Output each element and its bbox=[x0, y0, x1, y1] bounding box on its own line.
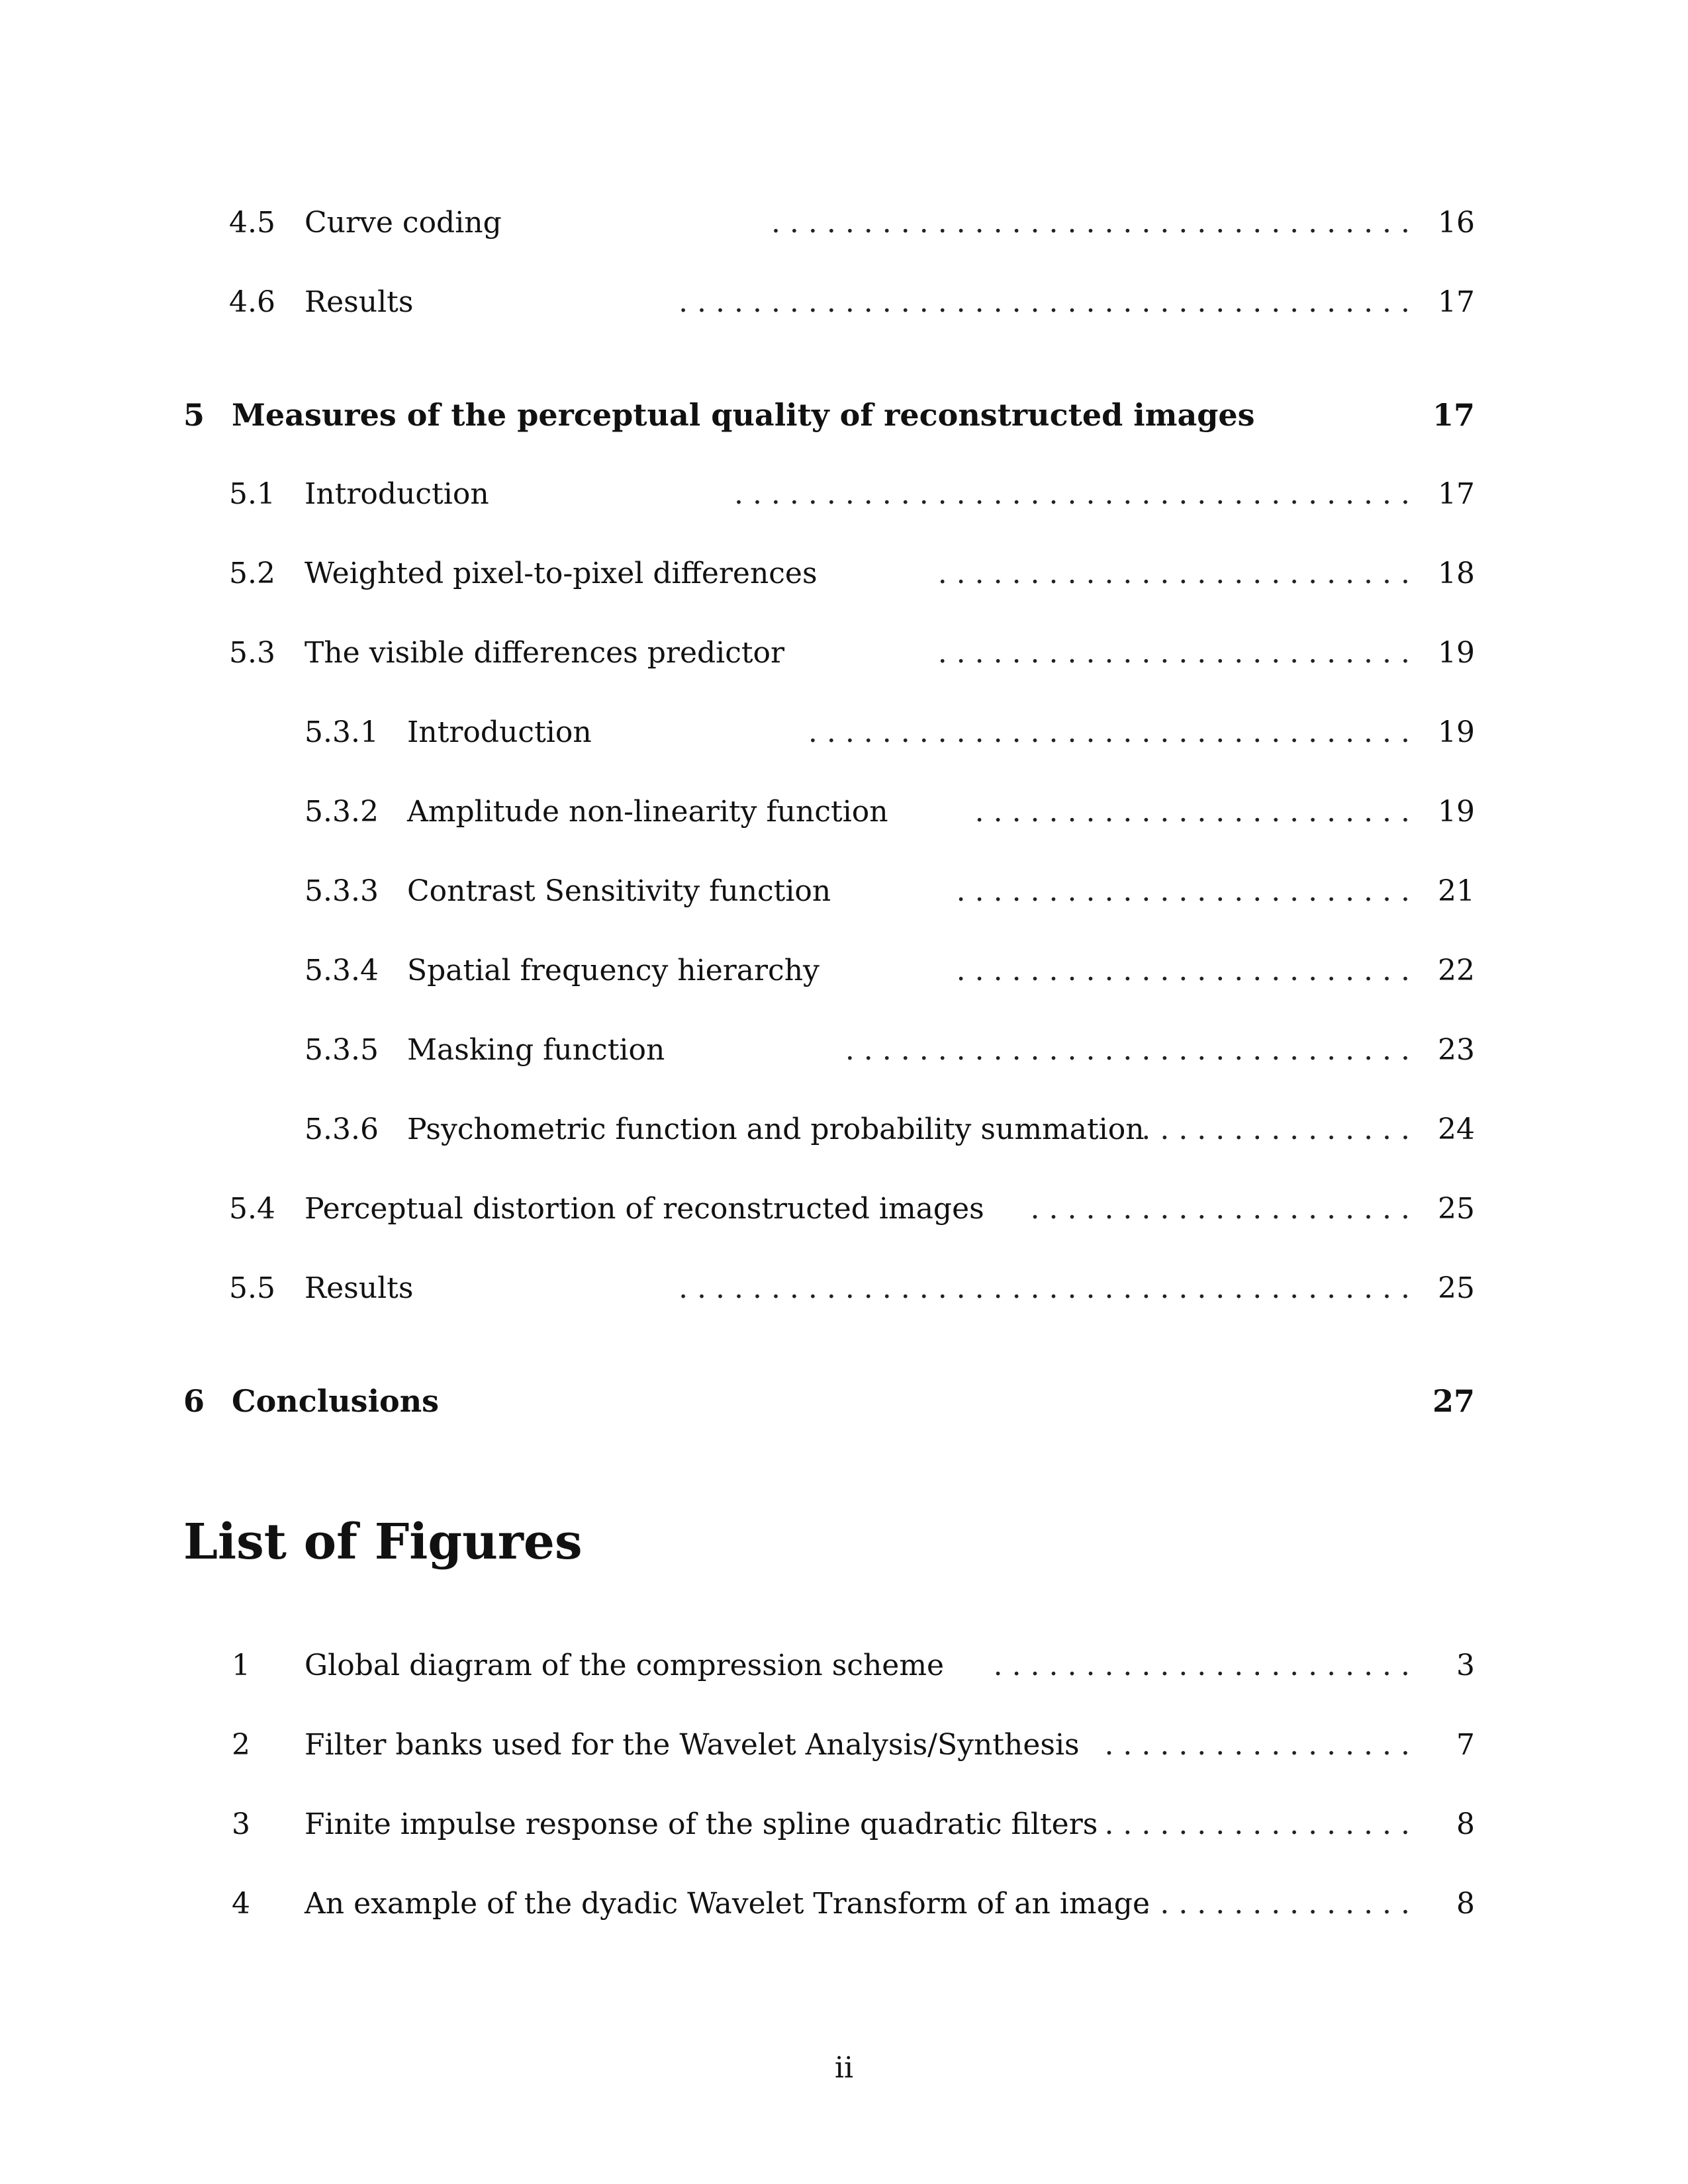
section-title: Perceptual distortion of reconstructed images bbox=[305, 1192, 984, 1226]
lof-entry-1[interactable] bbox=[0, 1646, 1688, 1686]
toc-entry-5-3-2[interactable] bbox=[0, 792, 1688, 832]
footer-page-number: ii bbox=[834, 2051, 854, 2085]
section-number: 4.6 bbox=[229, 285, 275, 319]
toc-entry-5-2[interactable] bbox=[0, 554, 1688, 594]
page-number: 18 bbox=[1438, 557, 1475, 590]
dot-leader: . . . . . . . . . . . . . . . . . . . . . . . . . . bbox=[937, 557, 1410, 590]
page-number: 22 bbox=[1438, 954, 1475, 987]
page-number: 8 bbox=[1456, 1887, 1475, 1921]
dot-leader: . . . . . . . . . . . . . . . . . . . . . . . . . . bbox=[937, 636, 1410, 670]
dot-leader: . . . . . . . . . . . . . . . bbox=[1141, 1887, 1410, 1921]
section-number: 5.3.5 bbox=[305, 1033, 379, 1067]
figure-title: Filter banks used for the Wavelet Analysis/Synthesis bbox=[305, 1728, 1080, 1762]
section-number: 5.3.1 bbox=[305, 715, 379, 749]
toc-entry-5-3[interactable] bbox=[0, 633, 1688, 673]
figure-title: An example of the dyadic Wavelet Transform of an image bbox=[305, 1887, 1150, 1921]
dot-leader: . . . . . . . . . . . . . . . . . bbox=[1104, 1807, 1410, 1841]
figure-number: 3 bbox=[232, 1807, 250, 1841]
toc-entry-5-3-6[interactable] bbox=[0, 1110, 1688, 1150]
toc-entry-5-3-3[interactable] bbox=[0, 872, 1688, 911]
section-number: 5.3.4 bbox=[305, 954, 379, 987]
section-title: Weighted pixel-to-pixel differences bbox=[305, 557, 818, 590]
page-number: 19 bbox=[1438, 715, 1475, 749]
dot-leader: . . . . . . . . . . . . . . . . . . . . . bbox=[1030, 1192, 1410, 1226]
section-title: Amplitude non-linearity function bbox=[407, 795, 888, 829]
page-number: 7 bbox=[1456, 1728, 1475, 1762]
section-number: 5.3.2 bbox=[305, 795, 379, 829]
dot-leader: . . . . . . . . . . . . . . . . . . . . . . . . . . . . . . . . . . . . . . . . bbox=[679, 285, 1410, 319]
chapter-number: 5 bbox=[183, 397, 205, 433]
toc-entry-4-5[interactable] bbox=[0, 203, 1688, 243]
page-number: 27 bbox=[1432, 1383, 1475, 1419]
chapter-number: 6 bbox=[183, 1383, 205, 1419]
page-number: 24 bbox=[1438, 1113, 1475, 1146]
lof-entry-3[interactable] bbox=[0, 1805, 1688, 1844]
list-of-figures-heading: List of Figures bbox=[183, 1514, 583, 1570]
page-number: 17 bbox=[1438, 477, 1475, 511]
dot-leader: . . . . . . . . . . . . . . . . . . . . . . . . . bbox=[956, 954, 1410, 987]
page-number: 25 bbox=[1438, 1192, 1475, 1226]
dot-leader: . . . . . . . . . . . . . . . . . . . . . . . . . . . . . . . . . . . . . bbox=[733, 477, 1410, 511]
dot-leader: . . . . . . . . . . . . . . . . . . . . . . . . . bbox=[956, 874, 1410, 908]
toc-entry-5-3-5[interactable] bbox=[0, 1030, 1688, 1070]
dot-leader: . . . . . . . . . . . . . . . . . . . . . . . . bbox=[974, 795, 1410, 829]
section-title: Introduction bbox=[407, 715, 592, 749]
dot-leader: . . . . . . . . . . . . . . . . . . . . . . . . . . . . . . . . . bbox=[808, 715, 1410, 749]
figure-title: Finite impulse response of the spline quadratic filters bbox=[305, 1807, 1098, 1841]
dot-leader: . . . . . . . . . . . . . . . . . . . . . . . . . . . . . . . bbox=[845, 1033, 1410, 1067]
page-number: 17 bbox=[1438, 285, 1475, 319]
section-number: 5.5 bbox=[229, 1271, 275, 1305]
dot-leader: . . . . . . . . . . . . . . . . . . . . . . . bbox=[993, 1649, 1410, 1682]
section-title: The visible differences predictor bbox=[305, 636, 785, 670]
section-number: 5.1 bbox=[229, 477, 275, 511]
section-title: Results bbox=[305, 1271, 414, 1305]
section-number: 5.2 bbox=[229, 557, 275, 590]
section-title: Curve coding bbox=[305, 206, 502, 240]
figure-number: 2 bbox=[232, 1728, 250, 1762]
chapter-title: Conclusions bbox=[232, 1383, 440, 1419]
dot-leader: . . . . . . . . . . . . . . . . . bbox=[1104, 1728, 1410, 1762]
page-number: 21 bbox=[1438, 874, 1475, 908]
page-number: 25 bbox=[1438, 1271, 1475, 1305]
section-number: 5.3 bbox=[229, 636, 275, 670]
toc-chapter-5[interactable] bbox=[0, 395, 1688, 435]
page-number: 8 bbox=[1456, 1807, 1475, 1841]
page-number: 17 bbox=[1432, 397, 1475, 433]
toc-entry-5-3-4[interactable] bbox=[0, 951, 1688, 991]
section-number: 5.4 bbox=[229, 1192, 275, 1226]
section-number: 4.5 bbox=[229, 206, 275, 240]
toc-entry-5-5[interactable] bbox=[0, 1269, 1688, 1308]
page-number: 16 bbox=[1438, 206, 1475, 240]
section-title: Masking function bbox=[407, 1033, 665, 1067]
dot-leader: . . . . . . . . . . . . . . . . . . . . . . . . . . . . . . . . . . . bbox=[771, 206, 1410, 240]
section-number: 5.3.3 bbox=[305, 874, 379, 908]
page-number: 23 bbox=[1438, 1033, 1475, 1067]
lof-entry-2[interactable] bbox=[0, 1725, 1688, 1765]
chapter-title: Measures of the perceptual quality of reconstructed images bbox=[232, 397, 1255, 433]
section-title: Contrast Sensitivity function bbox=[407, 874, 831, 908]
lof-entry-4[interactable] bbox=[0, 1884, 1688, 1924]
section-title: Spatial frequency hierarchy bbox=[407, 954, 820, 987]
toc-entry-4-6[interactable] bbox=[0, 283, 1688, 322]
section-title: Introduction bbox=[305, 477, 489, 511]
toc-entry-5-4[interactable] bbox=[0, 1189, 1688, 1229]
figure-number: 4 bbox=[232, 1887, 250, 1921]
page-number: 19 bbox=[1438, 795, 1475, 829]
toc-entry-5-1[interactable] bbox=[0, 475, 1688, 514]
section-title: Results bbox=[305, 285, 414, 319]
section-number: 5.3.6 bbox=[305, 1113, 379, 1146]
figure-number: 1 bbox=[232, 1649, 250, 1682]
dot-leader: . . . . . . . . . . . . . . . bbox=[1141, 1113, 1410, 1146]
toc-entry-5-3-1[interactable] bbox=[0, 713, 1688, 752]
section-title: Psychometric function and probability summation bbox=[407, 1113, 1145, 1146]
toc-chapter-6[interactable] bbox=[0, 1381, 1688, 1421]
page-number: 19 bbox=[1438, 636, 1475, 670]
figure-title: Global diagram of the compression scheme bbox=[305, 1649, 945, 1682]
dot-leader: . . . . . . . . . . . . . . . . . . . . . . . . . . . . . . . . . . . . . . . . bbox=[679, 1271, 1410, 1305]
page-number: 3 bbox=[1456, 1649, 1475, 1682]
